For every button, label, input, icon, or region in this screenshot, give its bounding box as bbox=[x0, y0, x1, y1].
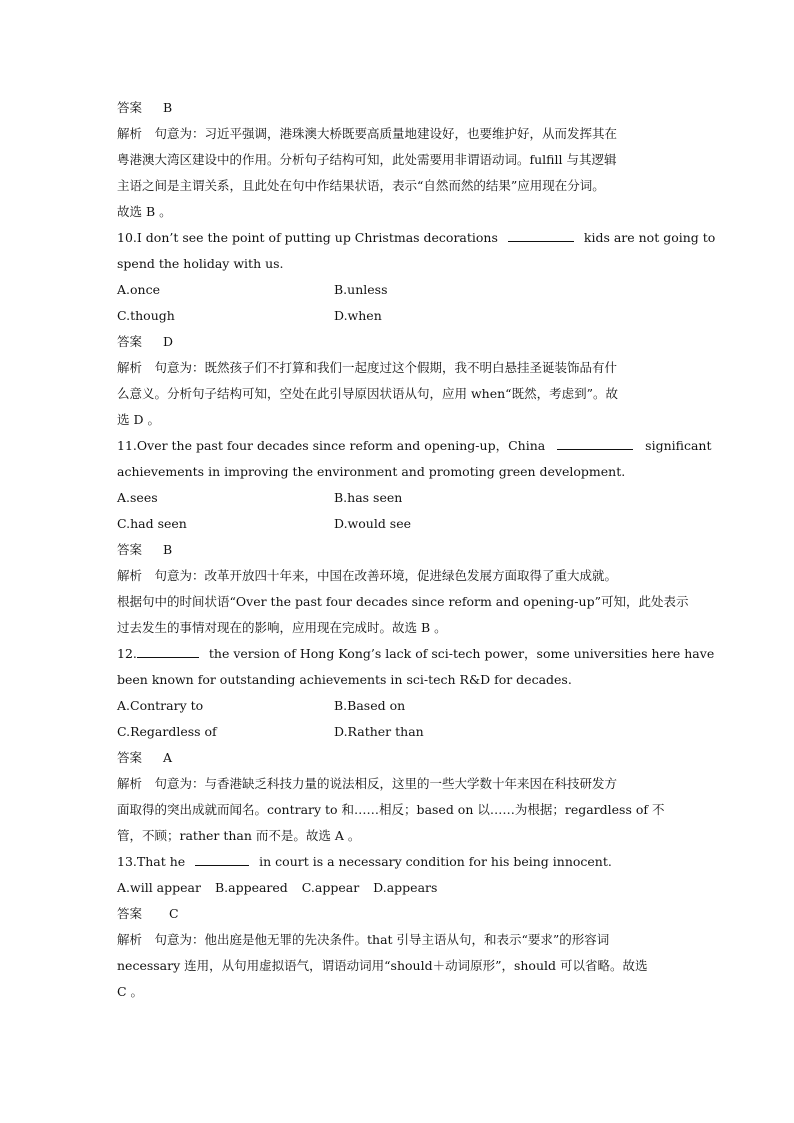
exam-page bbox=[117, 95, 716, 1005]
explanation-line: 根据句中的时间状语“Over the past four decades since reform and opening-up”可知，此处表示 bbox=[117, 594, 689, 609]
question-text: in court is a necessary condition for his being innocent. bbox=[259, 854, 612, 869]
answer-value: D bbox=[163, 334, 174, 349]
question-text: 12. bbox=[117, 646, 137, 661]
options-row bbox=[117, 875, 677, 901]
options-row bbox=[117, 693, 677, 719]
question-text: the version of Hong Kong’s lack of sci-tech power，some universities here have bbox=[208, 646, 715, 661]
answer-label: 答案 bbox=[117, 906, 143, 921]
explanation-line: 解析 句意为：既然孩子们不打算和我们一起度过这个假期，我不明白悬挂圣诞装饰品有什 bbox=[117, 360, 618, 375]
explanation-line: 么意义。分析句子结构可知，空处在此引导原因状语从句，应用 when“既然，考虑到”。故 bbox=[117, 386, 618, 401]
answer-row bbox=[117, 95, 677, 121]
options-row bbox=[117, 511, 677, 537]
answer-blank bbox=[137, 643, 199, 658]
option-d: D.Rather than bbox=[334, 724, 424, 739]
explanation-line: 主语之间是主谓关系，且此处在句中作结果状语，表示“自然而然的结果”应用现在分词。 bbox=[117, 178, 605, 193]
option-c: C.had seen bbox=[117, 516, 187, 531]
question-text: 13.That he bbox=[117, 854, 186, 869]
options-row bbox=[117, 719, 677, 745]
option-b: B.appeared bbox=[214, 880, 288, 895]
answer-label: 答案 bbox=[117, 100, 143, 115]
answer-blank bbox=[557, 435, 633, 450]
question-text: 11.Over the past four decades since reform and opening-up，China bbox=[117, 438, 546, 453]
question-text: achievements in improving the environment and promoting green development. bbox=[117, 464, 626, 479]
option-b: B.Based on bbox=[334, 698, 406, 713]
explanation-line: 解析 句意为：习近平强调，港珠澳大桥既要高质量地建设好，也要维护好，从而发挥其在 bbox=[117, 126, 618, 141]
options-row bbox=[117, 303, 677, 329]
answer-row bbox=[117, 329, 677, 355]
question-text: 10.I don’t see the point of putting up Christmas decorations bbox=[117, 230, 498, 245]
answer-blank bbox=[195, 851, 249, 866]
options-row bbox=[117, 277, 677, 303]
option-d: D.appears bbox=[373, 880, 438, 895]
explanation-line: C 。 bbox=[117, 984, 144, 999]
question-text: been known for outstanding achievements in sci-tech R&D for decades. bbox=[117, 672, 572, 687]
explanation-line: 面取得的突出成就而闻名。contrary to 和……相反；based on 以……为根据；regardless of 不 bbox=[117, 802, 665, 817]
question-12 bbox=[117, 641, 715, 667]
option-c: C.appear bbox=[301, 880, 360, 895]
answer-row bbox=[117, 901, 677, 927]
explanation-line: 粤港澳大湾区建设中的作用。分析句子结构可知，此处需要用非谓语动词。fulfill 与其逻辑 bbox=[117, 152, 617, 167]
explanation-line: 解析 句意为：改革开放四十年来，中国在改善环境，促进绿色发展方面取得了重大成就。 bbox=[117, 568, 618, 583]
question-11 bbox=[117, 433, 712, 459]
answer-label: 答案 bbox=[117, 334, 143, 349]
question-text: significant bbox=[645, 438, 712, 453]
answer-label: 答案 bbox=[117, 542, 143, 557]
option-a: A.once bbox=[117, 282, 160, 297]
option-a: A.will appear bbox=[117, 880, 201, 895]
question-text: kids are not going to bbox=[583, 230, 716, 245]
explanation-line: 解析 句意为：与香港缺乏科技力量的说法相反，这里的一些大学数十年来因在科技研发方 bbox=[117, 776, 618, 791]
option-d: D.when bbox=[334, 308, 382, 323]
explanation-line: 过去发生的事情对现在的影响，应用现在完成时。故选 B 。 bbox=[117, 620, 447, 635]
option-d: D.would see bbox=[334, 516, 412, 531]
option-c: C.Regardless of bbox=[117, 724, 217, 739]
explanation-line: 解析 句意为：他出庭是他无罪的先决条件。that 引导主语从句，和表示“要求”的形容词 bbox=[117, 932, 610, 947]
option-b: B.has seen bbox=[334, 490, 403, 505]
option-a: A.Contrary to bbox=[117, 698, 204, 713]
option-b: B.unless bbox=[334, 282, 388, 297]
question-10 bbox=[117, 225, 716, 251]
question-text: spend the holiday with us. bbox=[117, 256, 284, 271]
question-13 bbox=[117, 849, 677, 875]
explanation-line: 选 D 。 bbox=[117, 412, 160, 427]
explanation-line: necessary 连用，从句用虚拟语气，谓语动词用“should＋动词原形”，should 可以省略。故选 bbox=[117, 958, 648, 973]
answer-value: C bbox=[169, 906, 179, 921]
explanation-line: 管，不顾；rather than 而不是。故选 A 。 bbox=[117, 828, 361, 843]
options-row bbox=[117, 485, 677, 511]
answer-row bbox=[117, 537, 677, 563]
answer-value: A bbox=[163, 750, 173, 765]
explanation-line: 故选 B 。 bbox=[117, 204, 172, 219]
answer-value: B bbox=[163, 542, 173, 557]
answer-value: B bbox=[163, 100, 173, 115]
option-c: C.though bbox=[117, 308, 175, 323]
answer-label: 答案 bbox=[117, 750, 143, 765]
answer-blank bbox=[508, 227, 574, 242]
answer-row bbox=[117, 745, 677, 771]
option-a: A.sees bbox=[117, 490, 158, 505]
